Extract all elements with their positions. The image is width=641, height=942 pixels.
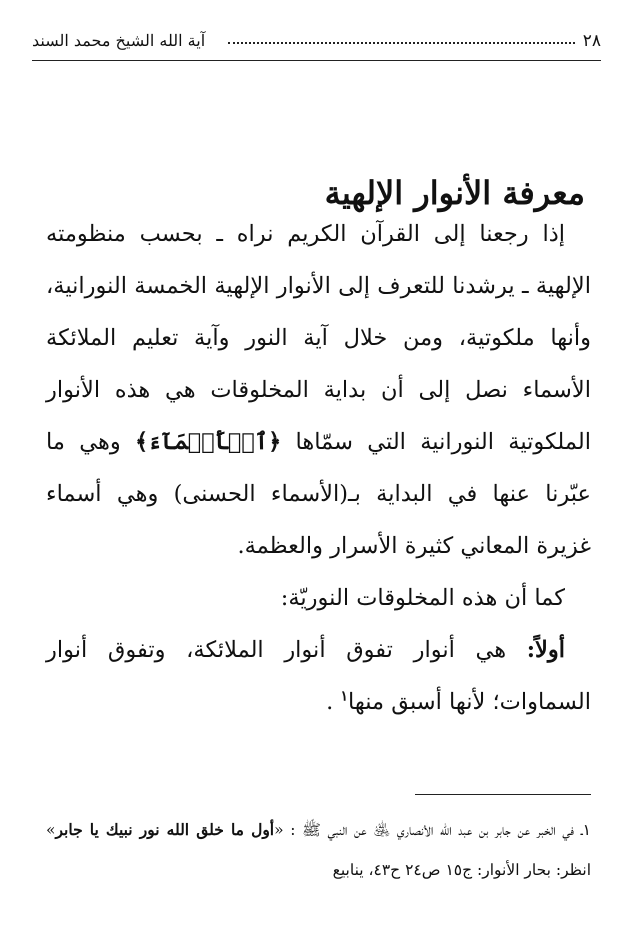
footnote-1-part2: » انظر: بحار الأنوار: ج١٥ ص٢٤ ح٤٣، ينابيع: [46, 821, 591, 879]
footnote-1-part1: ١ـ في الخبر عن جابر بن عبد الله الأنصاري ﵁ عن النبي ﷺ : «: [274, 821, 591, 839]
footnote-separator: [415, 794, 591, 795]
body-text: [46, 208, 591, 728]
footnote-1-quote: أول ما خلق الله نور نبيك يا جابر: [55, 820, 275, 839]
paragraph-intro: [46, 208, 591, 572]
paragraph-intro-part2: وهي ما عبّرنا عنها في البداية بـ(الأسماء الحسنى) وهي أسماء غزيرة المعاني كثيرة الأسرار والعظمة.: [46, 429, 591, 559]
section-title: معرفة الأنوار الإلهية: [324, 174, 585, 213]
paragraph-intro-part1: إذا رجعنا إلى القرآن الكريم نراه ـ بحسب منظومته الإلهية ـ يرشدنا للتعرف إلى الأنوار الإلهية الخمسة النورانية، وأنها ملكوتية، ومن خلال آية النور وآية تعليم الملائكة الأسماء نصل إلى أن بداية المخلوقات هي هذه الأنوار الملكوتية النورانية التي سمّاها: [46, 221, 591, 455]
paragraph-lead-in: كما أن هذه المخلوقات النوريّة:: [280, 585, 565, 611]
point-text: هي أنوار تفوق أنوار الملائكة، وتفوق أنوار السماوات؛ لأنها أسبق منها: [46, 637, 591, 715]
footnote-1: [46, 810, 591, 890]
page-number: ٢٨: [582, 31, 601, 51]
running-title: آية الله الشيخ محمد السند: [32, 31, 206, 50]
header-rule: [32, 60, 601, 61]
footnotes: [46, 810, 591, 890]
running-header: [32, 30, 601, 54]
point-label: أولاً:: [526, 637, 565, 663]
header-leader-dots: [228, 42, 575, 44]
quran-citation: ﴿ٱلۡأَسۡمَآءَ﴾: [134, 429, 282, 455]
footnote-reference[interactable]: ١: [340, 688, 348, 705]
paragraph-first-point: أولاً: هي أنوار تفوق أنوار الملائكة، وتفوق أنوار السماوات؛ لأنها أسبق منها$^١$ .: [46, 637, 591, 715]
